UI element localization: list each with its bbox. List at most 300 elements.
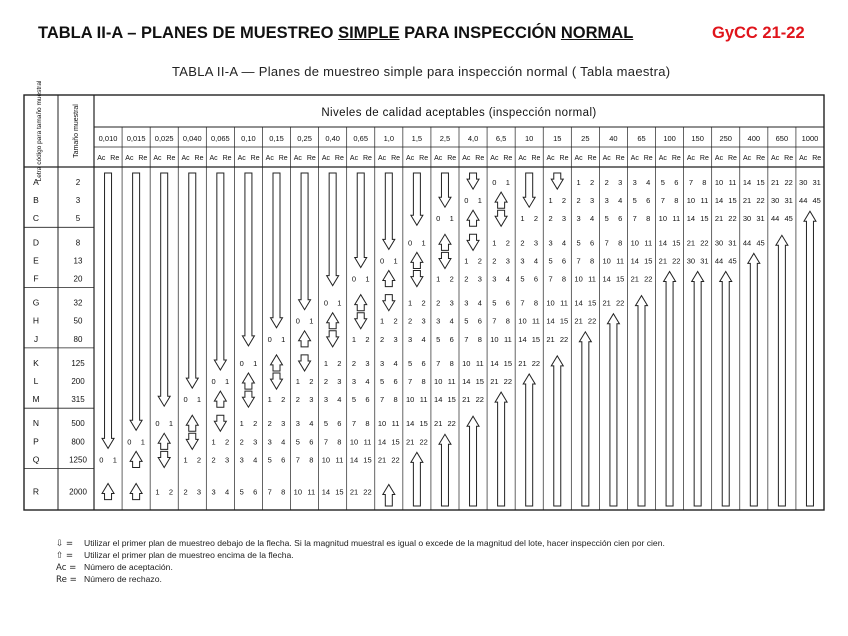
re-value: 1 xyxy=(253,358,258,368)
re-value: 15 xyxy=(447,395,456,405)
re-label: Re xyxy=(531,155,541,162)
ac-value: 2 xyxy=(548,214,553,224)
ac-value: 3 xyxy=(408,334,413,344)
re-label: Re xyxy=(475,155,485,162)
re-value: 11 xyxy=(307,487,316,497)
ac-value: 30 xyxy=(742,214,752,224)
ac-value: 10 xyxy=(602,256,611,266)
ac-label: Ac xyxy=(462,155,471,162)
re-value: 4 xyxy=(309,419,314,429)
aql-header: 0,25 xyxy=(297,134,312,143)
ac-value: 0 xyxy=(436,214,441,224)
re-value: 3 xyxy=(421,316,426,326)
arrow-up-icon xyxy=(102,484,114,500)
re-value: 8 xyxy=(533,298,539,308)
arrow-down-icon xyxy=(523,173,535,207)
re-value: 6 xyxy=(646,196,651,206)
sample-size: 50 xyxy=(73,316,83,326)
ac-label: Ac xyxy=(377,155,387,162)
re-value: 15 xyxy=(363,455,372,465)
code-letter: A xyxy=(33,177,39,187)
arrow-up-icon xyxy=(411,452,423,506)
re-value: 2 xyxy=(533,214,539,224)
ac-value: 7 xyxy=(323,437,329,447)
re-label: Re xyxy=(194,155,204,162)
re-value: 6 xyxy=(421,358,426,368)
arrow-up-icon xyxy=(523,374,535,506)
ac-value: 10 xyxy=(434,377,443,386)
legend-re-symbol: Re = xyxy=(56,575,77,585)
aql-header: 1,0 xyxy=(383,134,395,143)
re-value: 4 xyxy=(449,316,454,326)
re-value: 6 xyxy=(281,455,286,465)
arrow-up-icon xyxy=(439,434,451,506)
title-underlined-simple: SIMPLE xyxy=(338,24,400,42)
re-value: 1 xyxy=(505,178,510,187)
ac-value: 2 xyxy=(211,455,216,465)
ac-label: Ac xyxy=(434,155,443,162)
arrow-up-icon xyxy=(551,356,563,506)
re-value: 6 xyxy=(477,316,482,326)
arrow-up-icon xyxy=(467,416,479,506)
re-value: 15 xyxy=(503,358,513,368)
re-value: 3 xyxy=(589,196,595,206)
arrow-down-icon xyxy=(355,173,367,268)
aql-header: 4,0 xyxy=(467,134,479,143)
ac-value: 1 xyxy=(464,256,469,266)
arrow-down-icon xyxy=(467,234,479,250)
ac-value: 3 xyxy=(267,437,272,447)
re-value: 2 xyxy=(477,256,482,266)
re-value: 15 xyxy=(559,316,569,326)
ac-value: 3 xyxy=(351,377,357,386)
ac-value: 7 xyxy=(267,487,272,497)
code-letter: C xyxy=(32,213,40,224)
legend xyxy=(56,538,665,586)
re-label: Re xyxy=(503,155,513,162)
title-underlined-normal: NORMAL xyxy=(560,24,634,42)
re-value: 45 xyxy=(756,238,765,248)
ac-value: 5 xyxy=(604,214,609,224)
re-value: 15 xyxy=(587,298,597,308)
ac-value: 10 xyxy=(377,419,387,429)
ac-value: 2 xyxy=(604,178,609,187)
ac-value: 5 xyxy=(239,487,244,497)
re-value: 22 xyxy=(531,358,541,368)
ac-value: 21 xyxy=(546,334,555,344)
aql-header: 0,15 xyxy=(269,134,284,143)
ac-value: 14 xyxy=(658,238,668,248)
ac-value: 14 xyxy=(377,437,387,447)
re-value: 3 xyxy=(505,256,510,266)
re-value: 6 xyxy=(589,238,595,248)
re-value: 11 xyxy=(588,274,596,284)
ac-value: 30 xyxy=(686,256,696,266)
arrow-down-icon xyxy=(271,173,283,328)
re-value: 8 xyxy=(421,377,426,386)
arrow-down-icon xyxy=(242,391,254,407)
re-value: 6 xyxy=(505,298,510,308)
re-value: 3 xyxy=(393,334,398,344)
sample-size: 315 xyxy=(71,395,85,405)
re-value: 22 xyxy=(559,334,569,344)
re-value: 8 xyxy=(337,437,342,447)
re-label: Re xyxy=(222,155,232,162)
ac-value: 10 xyxy=(546,298,555,308)
re-value: 2 xyxy=(309,377,314,386)
aql-header: 650 xyxy=(775,134,789,143)
code-letter: H xyxy=(32,315,40,326)
re-value: 11 xyxy=(475,358,484,368)
ac-value: 14 xyxy=(405,419,415,429)
ac-value: 21 xyxy=(602,298,611,308)
re-value: 3 xyxy=(533,238,539,248)
re-value: 15 xyxy=(419,419,428,429)
ac-value: 5 xyxy=(295,437,300,447)
table-subtitle: TABLA II-A — Planes de muestreo simple para inspección normal ( Tabla maestra) xyxy=(172,64,671,79)
size-header: Tamaño muestral xyxy=(73,104,80,158)
sample-size: 13 xyxy=(73,256,83,266)
re-value: 22 xyxy=(391,455,400,465)
re-value: 4 xyxy=(393,358,398,368)
re-value: 3 xyxy=(337,377,342,386)
sample-size: 500 xyxy=(71,419,85,429)
re-value: 11 xyxy=(728,178,737,187)
legend-down xyxy=(56,538,665,550)
aql-header: 6,5 xyxy=(495,134,507,143)
ac-value: 7 xyxy=(295,455,300,465)
aql-header: 0,40 xyxy=(325,134,340,143)
arrow-up-icon xyxy=(776,235,788,506)
re-value: 8 xyxy=(674,196,679,206)
aql-header: 2,5 xyxy=(439,134,451,143)
re-value: 45 xyxy=(784,214,793,224)
re-value: 22 xyxy=(756,196,765,206)
ac-value: 0 xyxy=(267,334,272,344)
re-value: 1 xyxy=(393,256,398,266)
re-value: 2 xyxy=(365,334,370,344)
re-value: 2 xyxy=(224,437,230,447)
re-value: 1 xyxy=(337,298,342,308)
re-value: 2 xyxy=(337,358,342,368)
ac-value: 1 xyxy=(351,334,357,344)
re-label: Re xyxy=(362,155,372,162)
ac-value: 21 xyxy=(630,274,639,284)
re-value: 2 xyxy=(421,298,426,308)
ac-label: Ac xyxy=(406,155,415,162)
arrow-down-icon xyxy=(158,173,170,406)
ac-value: 3 xyxy=(464,298,469,308)
re-label: Re xyxy=(727,155,737,162)
arrow-down-icon xyxy=(327,331,339,347)
ac-value: 7 xyxy=(660,196,665,206)
ac-value: 3 xyxy=(632,178,637,187)
re-value: 2 xyxy=(589,178,595,187)
ac-value: 0 xyxy=(155,419,160,429)
re-label: Re xyxy=(812,155,822,162)
ac-value: 21 xyxy=(686,238,696,248)
arrow-up-icon xyxy=(214,391,226,407)
re-value: 8 xyxy=(309,455,314,465)
re-label: Re xyxy=(615,155,625,162)
re-value: 45 xyxy=(728,256,737,266)
ac-value: 14 xyxy=(518,334,527,344)
title-part: PARA INSPECCIÓN xyxy=(399,24,561,42)
re-value: 8 xyxy=(702,178,707,187)
ac-value: 44 xyxy=(714,256,724,266)
ac-value: 2 xyxy=(267,419,272,429)
re-value: 1 xyxy=(224,377,230,386)
arrow-down-icon xyxy=(495,210,507,226)
ac-value: 14 xyxy=(714,196,724,206)
ac-value: 21 xyxy=(518,358,527,368)
ac-value: 3 xyxy=(576,214,581,224)
arrow-down-icon xyxy=(383,295,395,311)
re-value: 22 xyxy=(644,274,653,284)
ac-value: 5 xyxy=(379,377,385,386)
aql-header: 0,10 xyxy=(241,134,256,143)
re-value: 22 xyxy=(700,238,709,248)
ac-value: 21 xyxy=(377,455,387,465)
re-value: 6 xyxy=(253,487,258,497)
ac-value: 3 xyxy=(492,274,497,284)
ac-value: 21 xyxy=(770,178,780,187)
arrow-up-icon xyxy=(299,331,311,347)
ac-value: 2 xyxy=(295,395,300,405)
re-value: 4 xyxy=(646,178,651,187)
ac-value: 5 xyxy=(436,334,441,344)
re-value: 11 xyxy=(616,256,625,266)
aql-header: 250 xyxy=(719,134,732,143)
code-letter: L xyxy=(33,376,39,386)
arrow-up-icon xyxy=(495,192,507,208)
re-value: 22 xyxy=(447,419,456,429)
ac-value: 21 xyxy=(574,316,583,326)
ac-label: Ac xyxy=(125,155,134,162)
legend-up-text: Utilizar el primer plan de muestreo encima de la flecha. xyxy=(84,550,294,560)
re-value: 3 xyxy=(561,214,567,224)
re-value: 11 xyxy=(560,298,568,308)
re-value: 2 xyxy=(168,487,174,497)
ac-label: Ac xyxy=(546,155,555,162)
ac-value: 2 xyxy=(520,238,525,248)
ac-value: 0 xyxy=(323,298,329,308)
ac-value: 21 xyxy=(742,196,752,206)
aql-header: 150 xyxy=(691,134,704,143)
ac-value: 10 xyxy=(714,178,724,187)
ac-value: 2 xyxy=(323,377,329,386)
ac-value: 7 xyxy=(576,256,581,266)
code-letter: P xyxy=(33,436,39,447)
ac-value: 10 xyxy=(658,214,668,224)
ac-value: 2 xyxy=(239,437,244,447)
code-header: Letra código para tamaño muestral xyxy=(36,80,43,182)
arrow-down-icon: ⇩ = xyxy=(56,539,74,549)
ac-value: 1 xyxy=(239,419,244,429)
arrow-down-icon xyxy=(411,173,423,225)
ac-value: 1 xyxy=(267,395,272,405)
ac-label: Ac xyxy=(602,155,611,162)
re-value: 3 xyxy=(281,419,286,429)
re-label: Re xyxy=(166,155,176,162)
ac-value: 5 xyxy=(351,395,357,405)
code-letter: E xyxy=(33,255,39,266)
re-label: Re xyxy=(643,155,653,162)
re-value: 22 xyxy=(587,316,597,326)
re-value: 8 xyxy=(505,316,510,326)
re-label: Re xyxy=(250,155,260,162)
legend-down-text: Utilizar el primer plan de muestreo debajo de la flecha. Si la magnitud muestral es igual o excede de la magnitud del lote, hacer inspección cien por cien. xyxy=(84,538,665,548)
re-label: Re xyxy=(334,155,344,162)
re-label: Re xyxy=(671,155,681,162)
ac-label: Ac xyxy=(630,155,639,162)
ac-value: 0 xyxy=(408,238,413,248)
arrow-up-icon xyxy=(636,296,648,506)
arrow-down-icon xyxy=(327,173,339,286)
re-value: 4 xyxy=(224,487,230,497)
ac-value: 5 xyxy=(632,196,637,206)
re-value: 6 xyxy=(561,256,567,266)
ac-label: Ac xyxy=(574,155,583,162)
sample-size: 8 xyxy=(75,238,81,248)
ac-value: 3 xyxy=(436,316,441,326)
legend-ac-symbol: Ac = xyxy=(56,563,77,573)
re-value: 22 xyxy=(615,298,625,308)
arrow-down-icon xyxy=(130,173,142,430)
aql-header: 15 xyxy=(553,134,562,143)
re-label: Re xyxy=(699,155,709,162)
ac-value: 10 xyxy=(518,316,527,326)
ac-value: 0 xyxy=(211,377,216,386)
ac-value: 5 xyxy=(408,358,413,368)
re-value: 15 xyxy=(700,214,709,224)
ac-value: 1 xyxy=(379,316,385,326)
ac-label: Ac xyxy=(714,155,724,162)
arrow-up-icon xyxy=(271,355,283,371)
re-value: 15 xyxy=(728,196,737,206)
ac-label: Ac xyxy=(799,155,808,162)
re-value: 22 xyxy=(784,178,793,187)
re-value: 11 xyxy=(419,395,428,405)
arrow-down-icon xyxy=(214,415,226,431)
arrow-up-icon xyxy=(692,272,704,507)
ac-label: Ac xyxy=(97,155,106,162)
re-value: 8 xyxy=(561,274,567,284)
ac-value: 1 xyxy=(548,196,553,206)
course-code: GyCC 21-22 xyxy=(712,24,805,42)
aql-header: 0,040 xyxy=(182,134,202,143)
ac-value: 5 xyxy=(660,178,665,187)
arrow-down-icon xyxy=(242,173,254,346)
re-value: 15 xyxy=(672,238,681,248)
ac-value: 1 xyxy=(492,238,497,248)
code-letter: M xyxy=(32,394,40,405)
ac-value: 7 xyxy=(436,358,441,368)
re-value: 2 xyxy=(393,316,398,326)
re-value: 6 xyxy=(309,437,314,447)
re-label: Re xyxy=(559,155,569,162)
ac-value: 14 xyxy=(546,316,555,326)
ac-label: Ac xyxy=(237,155,246,162)
re-value: 22 xyxy=(728,214,737,224)
re-value: 3 xyxy=(449,298,454,308)
re-value: 4 xyxy=(281,437,286,447)
re-value: 15 xyxy=(644,256,653,266)
arrow-down-icon xyxy=(102,173,114,448)
ac-value: 0 xyxy=(99,455,104,465)
ac-value: 2 xyxy=(464,274,469,284)
arrow-up-icon xyxy=(664,272,676,507)
ac-value: 7 xyxy=(351,419,357,429)
arrow-down-icon xyxy=(158,451,170,467)
ac-label: Ac xyxy=(518,155,527,162)
ac-value: 7 xyxy=(604,238,609,248)
arrow-down-icon xyxy=(355,313,367,329)
ac-value: 10 xyxy=(405,395,415,405)
ac-value: 3 xyxy=(520,256,525,266)
re-value: 4 xyxy=(477,298,482,308)
aql-header: 0,025 xyxy=(154,134,174,143)
re-value: 11 xyxy=(447,377,456,386)
re-value: 6 xyxy=(365,395,370,405)
re-value: 8 xyxy=(281,487,286,497)
ac-value: 30 xyxy=(714,238,724,248)
sample-size: 200 xyxy=(71,377,85,386)
re-value: 2 xyxy=(449,274,454,284)
ac-value: 5 xyxy=(323,419,329,429)
code-letter: J xyxy=(33,333,39,344)
ac-value: 10 xyxy=(630,238,639,248)
arrow-up-icon xyxy=(495,392,507,506)
sample-size: 2 xyxy=(75,178,81,187)
aql-header: 10 xyxy=(525,134,534,143)
re-value: 3 xyxy=(196,487,202,497)
aql-header: 100 xyxy=(663,134,676,143)
ac-value: 44 xyxy=(770,214,780,224)
re-value: 11 xyxy=(391,419,400,429)
re-value: 6 xyxy=(618,214,623,224)
re-value: 15 xyxy=(531,334,541,344)
re-value: 22 xyxy=(363,487,372,497)
re-value: 1 xyxy=(421,238,426,248)
ac-value: 5 xyxy=(520,274,525,284)
ac-value: 10 xyxy=(490,334,499,344)
re-value: 1 xyxy=(309,316,314,326)
re-value: 15 xyxy=(756,178,765,187)
arrow-up-icon xyxy=(720,272,732,507)
ac-label: Ac xyxy=(293,155,302,162)
ac-value: 7 xyxy=(464,334,469,344)
re-value: 8 xyxy=(449,358,454,368)
re-value: 15 xyxy=(475,377,484,386)
ac-value: 14 xyxy=(574,298,583,308)
ac-label: Ac xyxy=(209,155,218,162)
arrow-up-icon xyxy=(411,252,423,268)
arrow-down-icon xyxy=(411,271,423,287)
re-value: 6 xyxy=(449,334,454,344)
re-value: 6 xyxy=(533,274,539,284)
ac-value: 2 xyxy=(408,316,413,326)
re-value: 2 xyxy=(281,395,286,405)
ac-value: 0 xyxy=(492,178,497,187)
ac-label: Ac xyxy=(349,155,359,162)
ac-label: Ac xyxy=(771,155,780,162)
ac-value: 14 xyxy=(490,358,499,368)
ac-value: 21 xyxy=(405,437,415,447)
code-letter: B xyxy=(33,195,39,206)
arrow-up-icon xyxy=(130,484,142,500)
re-value: 1 xyxy=(281,334,286,344)
